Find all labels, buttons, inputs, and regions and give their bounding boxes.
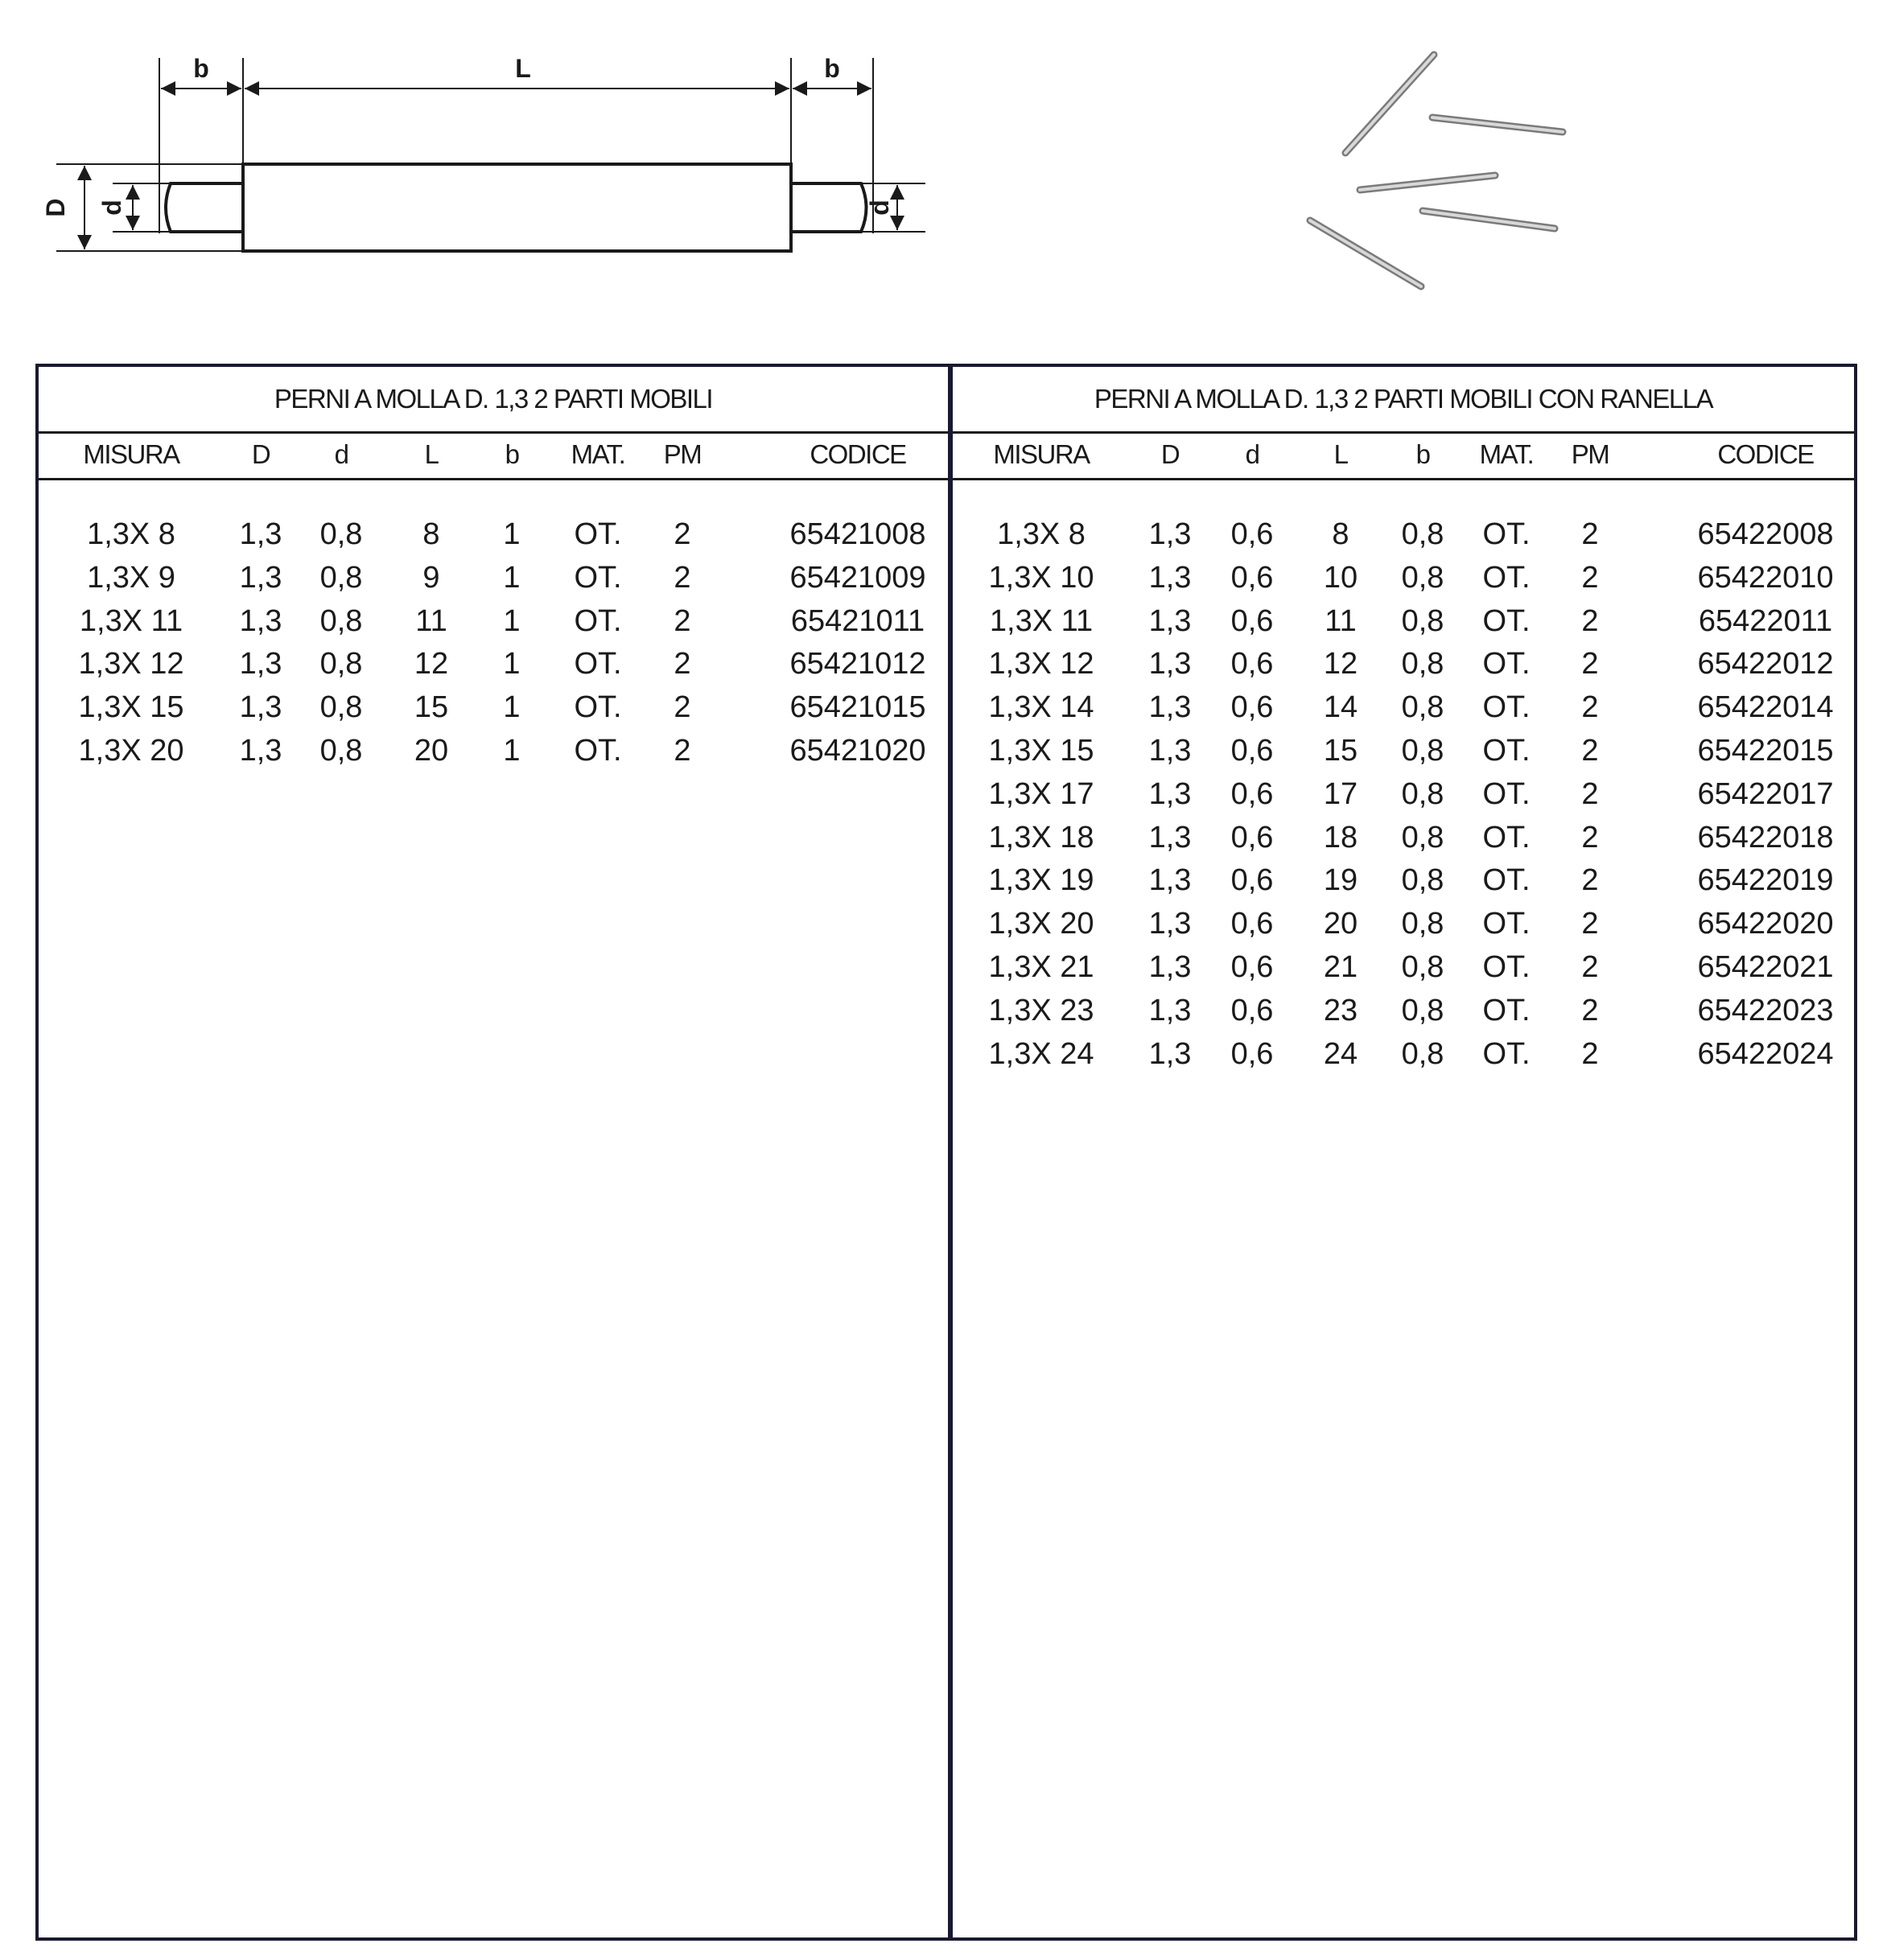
cell-mat: OT.	[1482, 603, 1531, 638]
cell-d: 0,6	[1230, 690, 1274, 725]
header-D: D	[251, 439, 270, 469]
cell-codice: 65422023	[1697, 993, 1834, 1027]
cell-b: 1	[503, 560, 521, 595]
cell-codice: 65422024	[1697, 1036, 1834, 1071]
table-row	[953, 773, 1854, 817]
cell-b: 0,8	[1401, 733, 1444, 768]
header-d: d	[1245, 439, 1259, 469]
spring-bars-photo-icon	[1271, 32, 1609, 306]
cell-mat: OT.	[1482, 993, 1531, 1027]
dimension-drawing-svg	[0, 0, 966, 306]
cell-pm: 2	[1581, 949, 1599, 984]
cell-d: 0,8	[319, 690, 363, 725]
label-D: D	[41, 198, 70, 217]
cell-pm: 2	[674, 560, 691, 595]
cell-mat: OT.	[574, 690, 622, 725]
header-mat: MAT.	[1479, 439, 1534, 469]
left-panel	[39, 367, 948, 1937]
cell-pm: 2	[1581, 1036, 1599, 1071]
table-row	[953, 557, 1854, 600]
cell-d: 0,6	[1230, 603, 1274, 638]
cell-misura: 1,3X 14	[988, 690, 1094, 725]
cell-D: 1,3	[1148, 907, 1192, 941]
pin-body	[243, 164, 791, 251]
cell-b: 0,8	[1401, 1036, 1444, 1071]
cell-misura: 1,3X 20	[988, 907, 1094, 941]
catalogue-table	[35, 364, 1857, 1941]
cell-misura: 1,3X 17	[988, 776, 1094, 811]
label-b-left: b	[193, 54, 209, 83]
right-rows	[953, 513, 1854, 1076]
cell-pm: 2	[1581, 690, 1599, 725]
cell-D: 1,3	[1148, 949, 1192, 984]
header-D: D	[1160, 439, 1180, 469]
cell-b: 0,8	[1401, 820, 1444, 854]
cell-misura: 1,3X 24	[988, 1036, 1094, 1071]
cell-d: 0,6	[1230, 1036, 1274, 1071]
cell-L: 12	[414, 647, 449, 681]
table-row	[953, 817, 1854, 860]
right-panel	[953, 367, 1854, 1937]
cell-b: 0,8	[1401, 690, 1444, 725]
cell-L: 9	[422, 560, 440, 595]
cell-misura: 1,3X 8	[87, 517, 175, 551]
cell-mat: OT.	[574, 560, 622, 595]
cell-pm: 2	[1581, 907, 1599, 941]
cell-D: 1,3	[239, 690, 282, 725]
table-row	[39, 557, 948, 600]
cell-mat: OT.	[1482, 907, 1531, 941]
cell-d: 0,8	[319, 647, 363, 681]
header-mat: MAT.	[571, 439, 625, 469]
table-row	[953, 903, 1854, 946]
cell-D: 1,3	[239, 560, 282, 595]
cell-d: 0,6	[1230, 517, 1274, 551]
cell-misura: 1,3X 11	[79, 603, 183, 638]
cell-codice: 65421020	[789, 733, 926, 768]
cell-d: 0,8	[319, 560, 363, 595]
cell-D: 1,3	[239, 603, 282, 638]
cell-misura: 1,3X 19	[988, 863, 1094, 898]
cell-codice: 65421011	[790, 603, 925, 638]
cell-D: 1,3	[1148, 776, 1192, 811]
header-pm: PM	[1571, 439, 1609, 469]
cell-L: 12	[1323, 647, 1358, 681]
cell-codice: 65422015	[1697, 733, 1834, 768]
table-row	[953, 686, 1854, 730]
cell-D: 1,3	[1148, 993, 1192, 1027]
cell-codice: 65422010	[1697, 560, 1834, 595]
cell-d: 0,6	[1230, 560, 1274, 595]
cell-D: 1,3	[239, 517, 282, 551]
cell-b: 0,8	[1401, 907, 1444, 941]
cell-mat: OT.	[1482, 776, 1531, 811]
cell-b: 1	[503, 690, 521, 725]
cell-b: 0,8	[1401, 863, 1444, 898]
cell-d: 0,6	[1230, 776, 1274, 811]
cell-misura: 1,3X 11	[989, 603, 1094, 638]
cell-mat: OT.	[574, 603, 622, 638]
cell-L: 8	[1332, 517, 1349, 551]
cell-pm: 2	[1581, 560, 1599, 595]
table-row	[953, 859, 1854, 903]
cell-pm: 2	[1581, 820, 1599, 854]
cell-d: 0,6	[1230, 647, 1274, 681]
cell-D: 1,3	[1148, 690, 1192, 725]
cell-pm: 2	[1581, 733, 1599, 768]
label-d-right: d	[865, 200, 894, 216]
cell-d: 0,6	[1230, 949, 1274, 984]
cell-misura: 1,3X 8	[997, 517, 1086, 551]
cell-b: 1	[503, 733, 521, 768]
cell-misura: 1,3X 15	[78, 690, 184, 725]
cell-codice: 65422014	[1697, 690, 1834, 725]
cell-codice: 65421015	[789, 690, 926, 725]
table-row	[39, 686, 948, 730]
table-row	[953, 643, 1854, 686]
cell-D: 1,3	[1148, 603, 1192, 638]
cell-pm: 2	[1581, 776, 1599, 811]
cell-pm: 2	[674, 517, 691, 551]
cell-d: 0,6	[1230, 993, 1274, 1027]
table-row	[953, 1033, 1854, 1077]
cell-misura: 1,3X 15	[988, 733, 1094, 768]
cell-L: 19	[1323, 863, 1358, 898]
cell-L: 10	[1323, 560, 1358, 595]
table-row	[39, 730, 948, 773]
cell-mat: OT.	[1482, 949, 1531, 984]
label-L: L	[515, 54, 531, 83]
cell-mat: OT.	[574, 647, 622, 681]
header-d: d	[334, 439, 348, 469]
cell-D: 1,3	[1148, 820, 1192, 854]
table-row	[39, 600, 948, 644]
cell-mat: OT.	[1482, 733, 1531, 768]
label-b-right: b	[824, 54, 840, 83]
cell-D: 1,3	[1148, 560, 1192, 595]
cell-pm: 2	[1581, 863, 1599, 898]
cell-codice: 65421012	[789, 647, 926, 681]
cell-codice: 65422020	[1697, 907, 1834, 941]
cell-misura: 1,3X 12	[988, 647, 1094, 681]
cell-mat: OT.	[1482, 820, 1531, 854]
spring-bar-4	[1423, 211, 1555, 229]
cell-D: 1,3	[1148, 517, 1192, 551]
cell-pm: 2	[1581, 993, 1599, 1027]
pin-tip-left	[166, 183, 243, 232]
cell-misura: 1,3X 21	[988, 949, 1094, 984]
header-L: L	[1333, 439, 1348, 469]
cell-d: 0,6	[1230, 863, 1274, 898]
left-panel-title: PERNI A MOLLA D. 1,3 2 PARTI MOBILI	[39, 367, 948, 434]
cell-L: 11	[415, 603, 447, 638]
table-row	[953, 513, 1854, 557]
cell-L: 14	[1323, 690, 1358, 725]
cell-b: 0,8	[1401, 603, 1444, 638]
cell-d: 0,6	[1230, 820, 1274, 854]
cell-mat: OT.	[1482, 1036, 1531, 1071]
header-misura: MISURA	[993, 439, 1090, 469]
header-b: b	[505, 439, 519, 469]
right-header-row	[953, 431, 1854, 480]
cell-d: 0,6	[1230, 733, 1274, 768]
cell-b: 1	[503, 647, 521, 681]
table-row	[39, 643, 948, 686]
cell-D: 1,3	[1148, 733, 1192, 768]
table-row	[953, 990, 1854, 1033]
cell-pm: 2	[674, 733, 691, 768]
cell-codice: 65421009	[789, 560, 926, 595]
cell-D: 1,3	[1148, 647, 1192, 681]
spring-bar-5	[1310, 220, 1421, 286]
cell-b: 0,8	[1401, 993, 1444, 1027]
cell-b: 0,8	[1401, 647, 1444, 681]
header-b: b	[1415, 439, 1430, 469]
spring-bars-photo	[1271, 32, 1609, 306]
cell-L: 15	[414, 690, 449, 725]
cell-L: 20	[1323, 907, 1358, 941]
cell-b: 1	[503, 517, 521, 551]
label-d-left: d	[97, 200, 126, 216]
cell-codice: 65422011	[1698, 603, 1833, 638]
cell-misura: 1,3X 12	[78, 647, 184, 681]
cell-codice: 65421008	[789, 517, 926, 551]
cell-mat: OT.	[1482, 647, 1531, 681]
cell-L: 17	[1323, 776, 1358, 811]
table-row	[953, 946, 1854, 990]
cell-d: 0,6	[1230, 907, 1274, 941]
cell-misura: 1,3X 18	[988, 820, 1094, 854]
cell-mat: OT.	[574, 733, 622, 768]
cell-misura: 1,3X 10	[988, 560, 1094, 595]
cell-pm: 2	[674, 690, 691, 725]
cell-L: 20	[414, 733, 449, 768]
cell-pm: 2	[674, 603, 691, 638]
cell-L: 18	[1323, 820, 1358, 854]
header-misura: MISURA	[83, 439, 179, 469]
cell-pm: 2	[1581, 517, 1599, 551]
cell-pm: 2	[1581, 603, 1599, 638]
cell-b: 0,8	[1401, 517, 1444, 551]
cell-mat: OT.	[1482, 560, 1531, 595]
pin-tip-right	[791, 183, 867, 232]
spring-bar-1	[1345, 55, 1434, 153]
cell-pm: 2	[1581, 647, 1599, 681]
left-rows	[39, 513, 948, 773]
cell-L: 24	[1323, 1036, 1358, 1071]
right-panel-title: PERNI A MOLLA D. 1,3 2 PARTI MOBILI CON RANELLA	[953, 367, 1854, 434]
cell-mat: OT.	[1482, 863, 1531, 898]
left-header-row	[39, 431, 948, 480]
cell-D: 1,3	[1148, 1036, 1192, 1071]
spring-bar-3	[1360, 175, 1495, 190]
table-row	[953, 730, 1854, 773]
header-L: L	[424, 439, 439, 469]
cell-codice: 65422017	[1697, 776, 1834, 811]
cell-codice: 65422012	[1697, 647, 1834, 681]
cell-misura: 1,3X 9	[87, 560, 175, 595]
cell-L: 8	[422, 517, 440, 551]
cell-codice: 65422008	[1697, 517, 1834, 551]
cell-misura: 1,3X 20	[78, 733, 184, 768]
cell-codice: 65422021	[1697, 949, 1834, 984]
spring-bar-dimension-drawing	[0, 0, 966, 306]
cell-d: 0,8	[319, 517, 363, 551]
cell-mat: OT.	[574, 517, 622, 551]
header-codice: CODICE	[1717, 439, 1814, 469]
cell-L: 11	[1325, 603, 1357, 638]
header-codice: CODICE	[810, 439, 906, 469]
spring-bar-2	[1432, 117, 1563, 132]
table-row	[39, 513, 948, 557]
cell-L: 23	[1323, 993, 1358, 1027]
cell-b: 0,8	[1401, 560, 1444, 595]
cell-d: 0,8	[319, 733, 363, 768]
cell-L: 15	[1323, 733, 1358, 768]
cell-mat: OT.	[1482, 690, 1531, 725]
cell-b: 0,8	[1401, 949, 1444, 984]
cell-misura: 1,3X 23	[988, 993, 1094, 1027]
cell-D: 1,3	[239, 647, 282, 681]
cell-b: 0,8	[1401, 776, 1444, 811]
cell-mat: OT.	[1482, 517, 1531, 551]
header-pm: PM	[663, 439, 702, 469]
cell-codice: 65422018	[1697, 820, 1834, 854]
cell-codice: 65422019	[1697, 863, 1834, 898]
cell-b: 1	[503, 603, 521, 638]
cell-D: 1,3	[239, 733, 282, 768]
cell-d: 0,8	[319, 603, 363, 638]
table-row	[953, 600, 1854, 644]
cell-pm: 2	[674, 647, 691, 681]
cell-L: 21	[1323, 949, 1358, 984]
cell-D: 1,3	[1148, 863, 1192, 898]
